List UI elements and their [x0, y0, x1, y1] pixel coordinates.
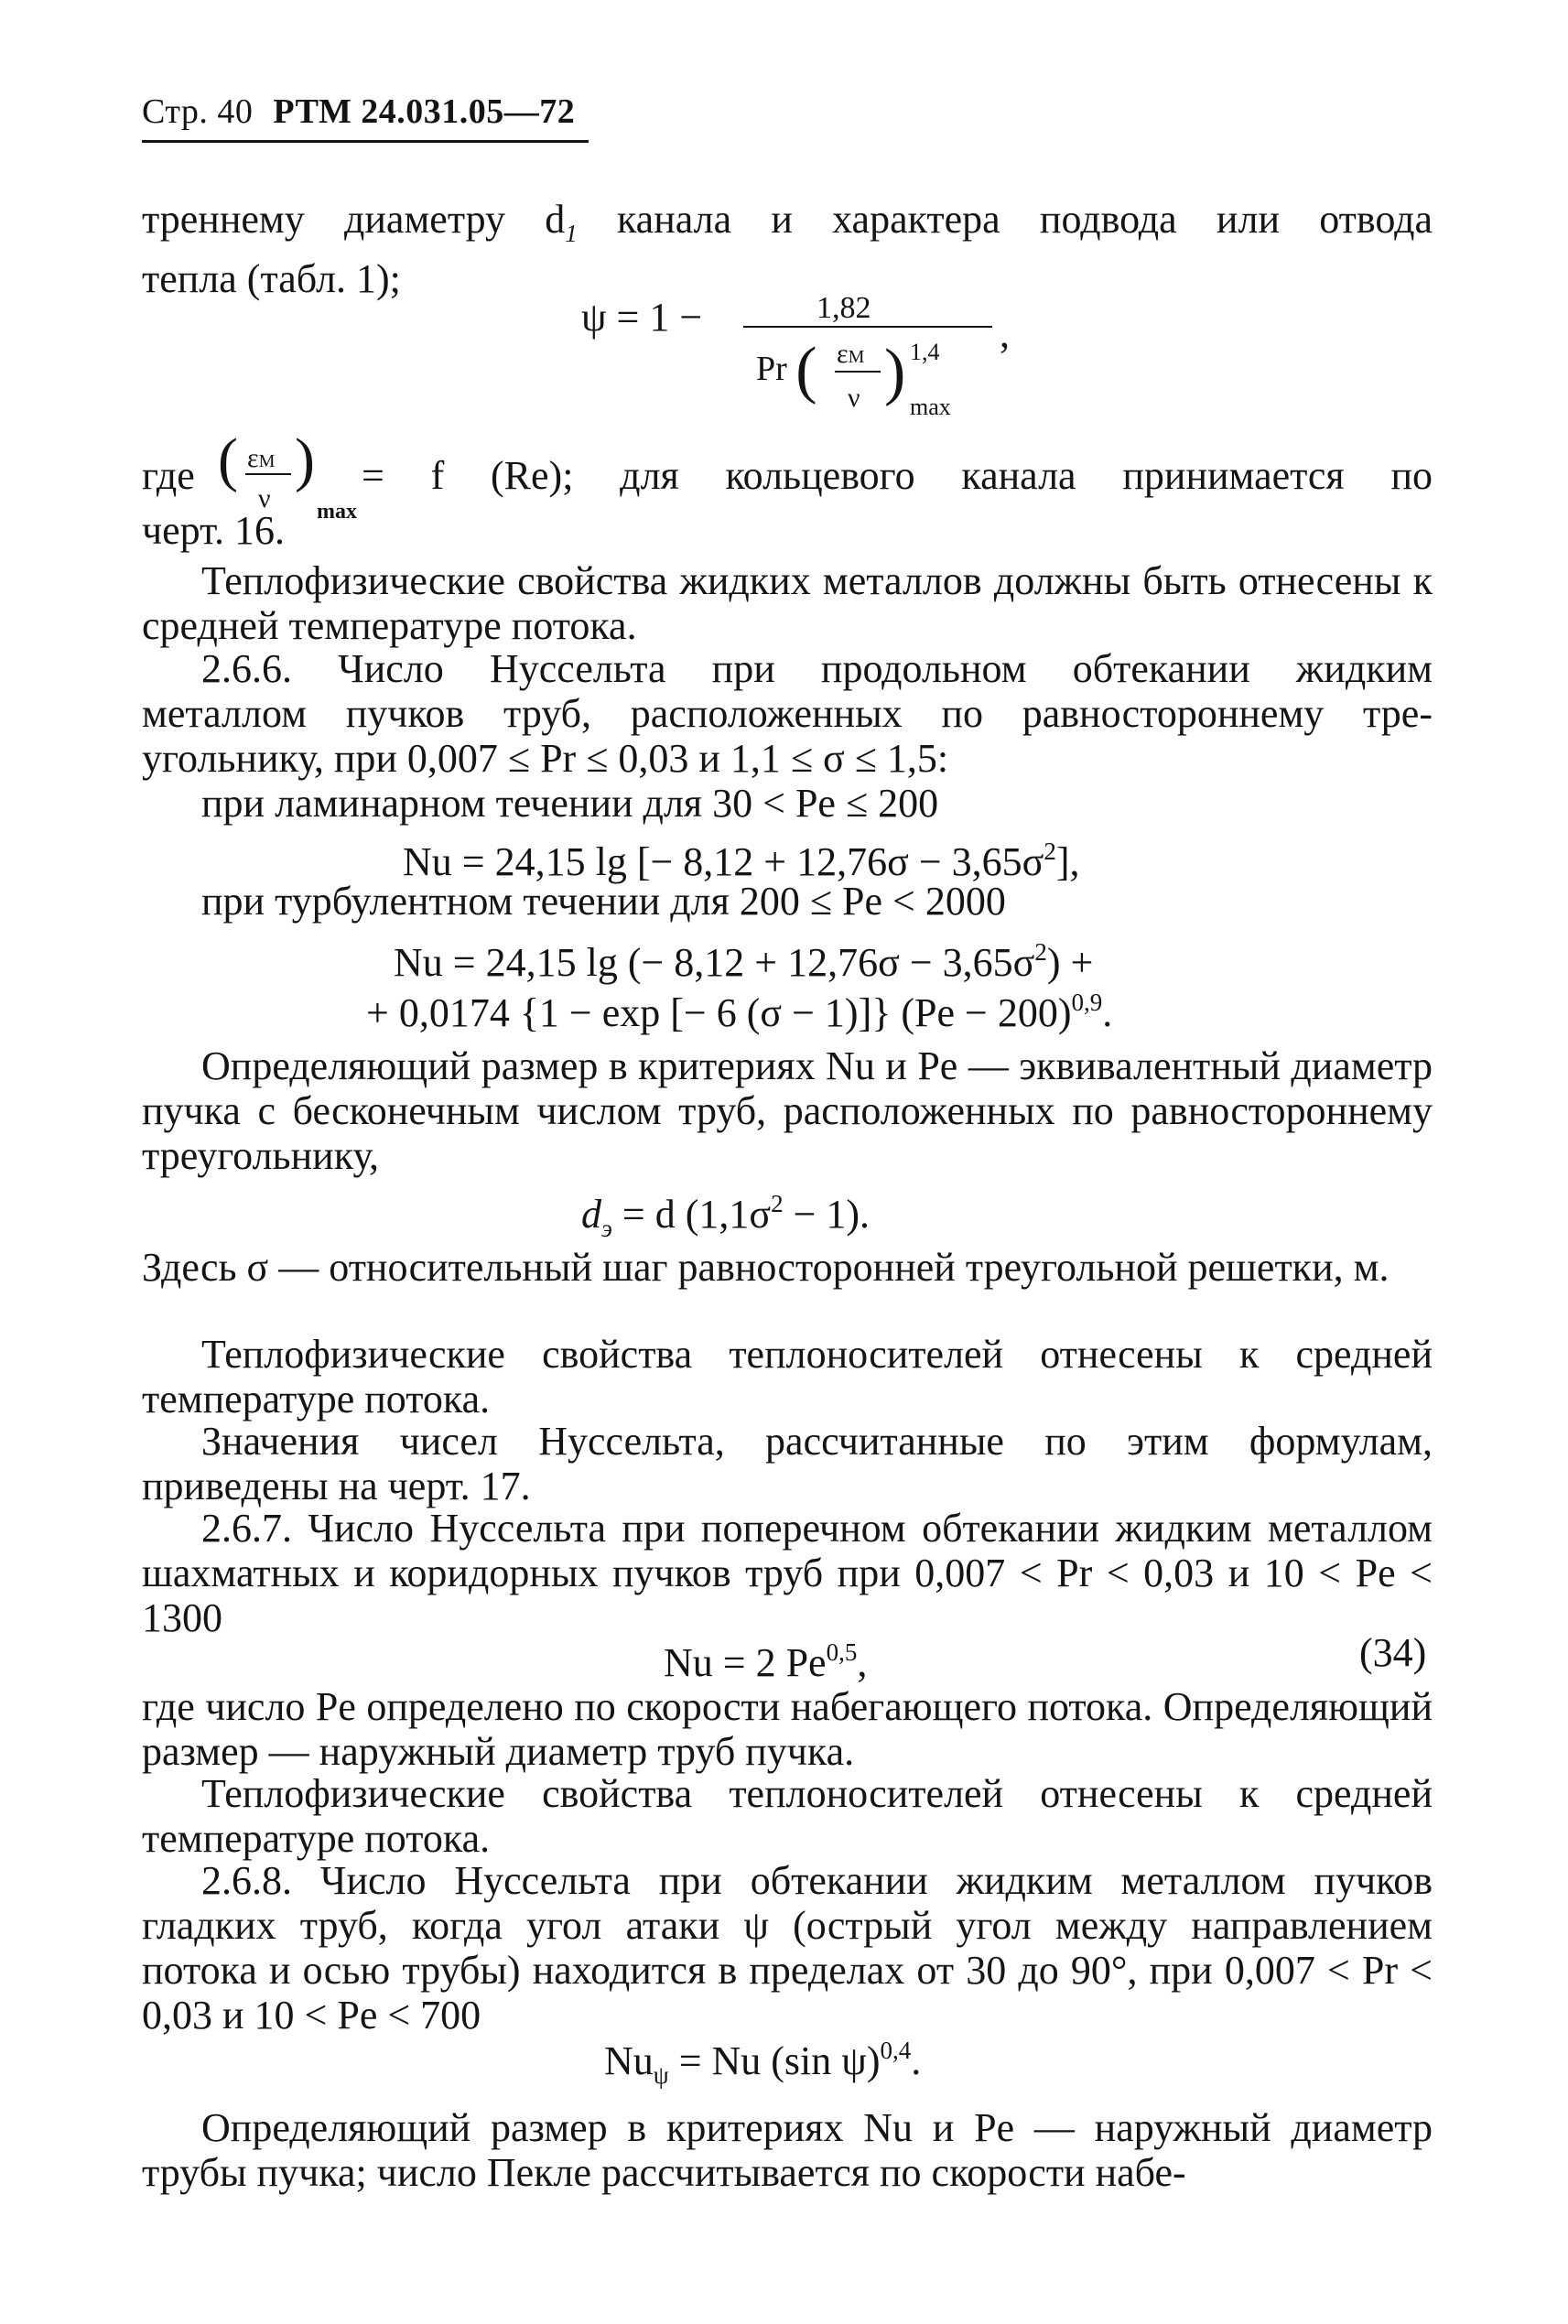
equation-number-34: (34): [1359, 1630, 1427, 1675]
p11-text: 2.6.8. Число Нуссельта при обтекании жидким металлом пучков гладких труб, когда угол атаки ψ (острый угол между направлением потока и осью трубы) находится в пределах от 30 до 90°, при 0,007 < Pr < 0,03 и 10 < Pe < 700: [142, 1858, 1433, 2038]
paragraph-2-6-6: [142, 646, 1433, 826]
turbulent-condition: при турбулентном течении для 200 ≤ Pe < 2000: [201, 879, 1006, 924]
eq-equivalent-diameter: [581, 1181, 870, 1251]
p8-text: 2.6.7. Число Нуссельта при поперечном обтекании жидким металлом шахматных и коридорных пучков труб при 0,007 < Pr < 0,03 и 10 < Pe < 1300: [142, 1506, 1433, 1640]
where-rest: [362, 453, 1433, 498]
paragraph-pe-definition: [142, 1684, 1433, 1774]
eq-turb2-end: .: [1102, 990, 1113, 1035]
p7-text: Значения чисел Нуссельта, рассчитанные по этим формулам, приведены на черт. 17.: [142, 1419, 1433, 1508]
where-fraction-line: [245, 473, 291, 475]
intro-subscript: 1: [565, 220, 578, 247]
eq-de-sub: э: [601, 1215, 612, 1242]
page-header: [142, 92, 575, 132]
p6-text: Теплофизические свойства теплоносителей отнесены к средней температуре потока.: [142, 1332, 1433, 1421]
eq-de-end: − 1).: [783, 1192, 871, 1237]
paragraph-intro: [142, 197, 1433, 301]
where-paren-right: ): [295, 427, 315, 493]
eq-turbulent-1: [394, 929, 1093, 986]
where-prefix: где: [142, 453, 195, 498]
eq-psi-end: .: [911, 2038, 922, 2083]
eq-de-sup: 2: [771, 1190, 784, 1217]
eq-de-rest: = d (1,1σ: [611, 1192, 772, 1237]
eq-laminar-sup: 2: [1044, 838, 1056, 865]
paragraph-determining-size: [142, 1043, 1433, 1178]
p2-text: Теплофизические свойства жидких металлов должны быть отнесены к средней температуре потока.: [142, 558, 1433, 648]
p10-text: Теплофизические свойства теплоносителей отнесены к средней температуре потока.: [142, 1771, 1433, 1861]
paragraph-thermophysical-2: [142, 1332, 1433, 1421]
eq-turb1-sup: 2: [1034, 938, 1047, 966]
eq-de-d: d: [581, 1192, 601, 1237]
eps-nu-line: [835, 371, 881, 373]
eq-laminar-main: Nu = 24,15 lg [− 8,12 + 12,76σ − 3,65σ: [403, 839, 1044, 884]
eq-turb1-main: Nu = 24,15 lg (− 8,12 + 12,76σ − 3,65σ: [394, 940, 1035, 985]
page-number: Стр. 40: [142, 92, 254, 131]
where-eps-symbol: ε: [247, 443, 259, 473]
right-paren: ): [884, 337, 906, 407]
eq-laminar: [403, 828, 1080, 885]
psi-fraction-line: [743, 326, 992, 328]
where-rest-text: = f (Re); для кольцевого канала принимается по: [362, 453, 1433, 498]
paragraph-values: [142, 1419, 1433, 1508]
eq-psi-sup: 0,4: [880, 2037, 912, 2064]
p3-line3: угольнику, при 0,007 ≤ Pr ≤ 0,03 и 1,1 ≤ σ ≤ 1,5:: [142, 736, 949, 781]
where-line-2-text: черт. 16.: [142, 508, 285, 553]
p4-text: Определяющий размер в критериях Nu и Pe — эквивалентный диаметр пучка с бесконечным числом труб, расположенных по равностороннему треугольнику,: [142, 1043, 1433, 1178]
denom-max: max: [910, 394, 951, 420]
where-max: max: [317, 500, 357, 524]
eq-psi-rest: = Nu (sin ψ): [668, 2038, 881, 2083]
eq-turb2-sup: 0,9: [1071, 989, 1103, 1016]
paragraph-sigma: [142, 1245, 1433, 1290]
p3-line1: 2.6.6. Число Нуссельта при продольном обтекании жидким: [201, 646, 1433, 691]
where-line-2: [142, 508, 1433, 553]
psi-comma: ,: [1000, 311, 1010, 356]
p12-text: Определяющий размер в критериях Nu и Pe — наружный диаметр трубы пучка; число Пекле рассчитывается по скорости набе-: [142, 2105, 1433, 2195]
left-paren: (: [795, 335, 817, 405]
header-rule: [142, 140, 589, 143]
p9-text: где число Pe определено по скорости набегающего потока. Определяющий размер — наружный диаметр труб пучка.: [142, 1684, 1433, 1774]
p3-line4: при ламинарном течении для 30 < Pe ≤ 200: [201, 781, 939, 826]
eq34-main: Nu = 2 Pe: [664, 1640, 827, 1685]
eq-turb2-main: + 0,0174 {1 − exp [− 6 (σ − 1)]} (Pe − 200): [366, 990, 1072, 1035]
eq-psi-nu: Nu: [604, 2038, 654, 2083]
paragraph-2-6-7: [142, 1506, 1433, 1640]
document-code: РТМ 24.031.05—72: [273, 92, 576, 131]
denom-eps-sub: M: [848, 347, 865, 367]
eq-turb1-end: ) +: [1046, 940, 1094, 985]
where-nu: ν: [258, 483, 271, 513]
denom-exp: 1,4: [910, 339, 940, 365]
paragraph-thermophysical-1: [142, 558, 1433, 648]
intro-line-2: тепла (табл. 1);: [142, 256, 401, 301]
eq34-end: ,: [857, 1640, 868, 1685]
denom-pr: Pr: [756, 350, 787, 388]
p3-line2: металлом пучков труб, расположенных по равностороннему тре-: [142, 691, 1433, 736]
eq-laminar-end: ],: [1055, 839, 1080, 884]
eq-psi-sub: ψ: [653, 2061, 669, 2089]
denom-eps-symbol: ε: [837, 339, 849, 369]
denom-nu: ν: [848, 383, 860, 413]
where-eps-sub: M: [258, 451, 276, 471]
paragraph-2-6-8: [142, 1858, 1433, 2038]
intro-line-1-end: канала и характера подвода или отвода: [577, 197, 1433, 242]
psi-formula-numerator: 1,82: [816, 291, 871, 325]
eq-34: [664, 1629, 867, 1686]
psi-formula-lhs: ψ = 1 −: [581, 295, 703, 340]
where-paren-left: (: [218, 427, 238, 493]
psi-formula-denominator: [756, 335, 817, 405]
eq-nu-psi: [604, 2027, 921, 2098]
p5-text: Здесь σ — относительный шаг равносторонней треугольной решетки, м.: [142, 1245, 1390, 1290]
paragraph-final: [142, 2105, 1433, 2195]
denom-eps: [837, 331, 864, 380]
paragraph-thermophysical-3: [142, 1771, 1433, 1861]
intro-line-1: треннему диаметру d: [142, 197, 566, 242]
eq34-sup: 0,5: [826, 1638, 858, 1666]
eq-turbulent-2: [366, 979, 1112, 1036]
